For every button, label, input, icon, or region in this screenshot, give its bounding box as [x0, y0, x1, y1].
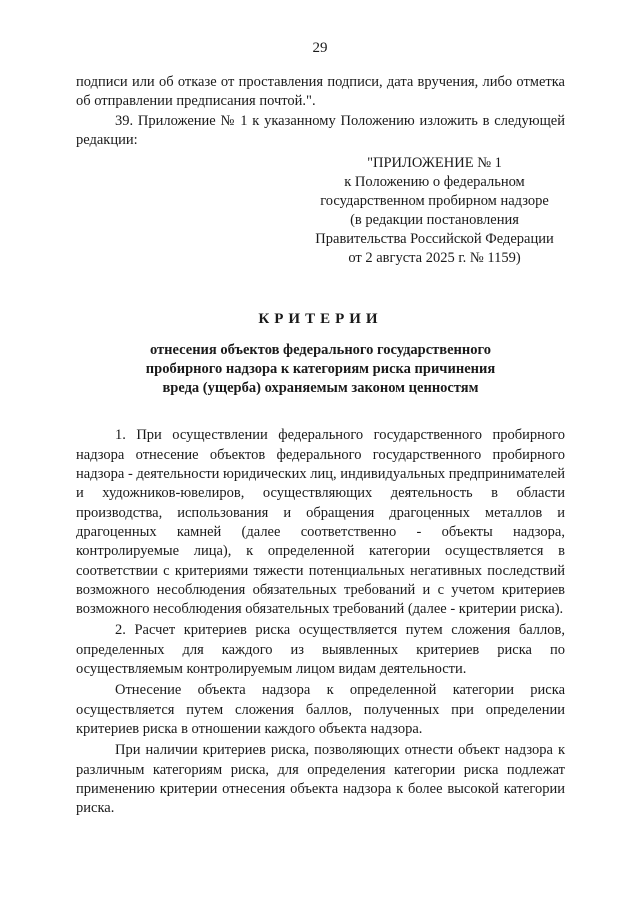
document-title: КРИТЕРИИ [258, 311, 383, 328]
intro-continuation: подписи или об отказе от проставления подписи, дата вручения, либо отметка об отправлении предписания почтой.". [76, 74, 565, 110]
subtitle-line: пробирного надзора к категориям риска причинения [145, 361, 496, 378]
appendix-header-line: Правительства Российской Федерации [315, 231, 554, 248]
appendix-header-line: от 2 августа 2025 г. № 1159) [348, 250, 521, 267]
appendix-header-line: "ПРИЛОЖЕНИЕ № 1 [367, 155, 502, 172]
appendix-header-line: (в редакции постановления [350, 212, 519, 229]
paragraph-3: Отнесение объекта надзора к определенной категории риска осуществляется путем сложения баллов, полученных при определении критериев риска в отношении каждого объекта надзора. [76, 682, 565, 737]
page-content [76, 73, 565, 818]
page-number: 29 [312, 40, 328, 56]
subtitle-line: отнесения объектов федерального государственного [150, 342, 491, 359]
paragraph-2: 2. Расчет критериев риска осуществляется путем сложения баллов, определенных для каждого из выявленных критериев риска по осуществляемым контролируемым лицом видам деятельности. [76, 622, 565, 678]
paragraph-1: 1. При осуществлении федерального государственного пробирного надзора отнесение объектов федерального государственного пробирного надзора - деятельности юридических лиц, индивидуальных предпринимателей и художников-ювелиров, осуществляющих деятельность в области производства, использования и обращения драгоценных металлов и драгоценных камней (далее соответственно - объекты надзора, контролируемые лица), к определенной категории осуществляется в соответствии с критериями тяжести потенциальных негативных последствий возможного несоблюдения обязательных требований и с учетом критериев возможного несоблюдения обязательных требований (далее - критерии риска). [76, 427, 565, 618]
appendix-header-line: государственном пробирном надзоре [320, 193, 549, 210]
document-subtitle [76, 341, 565, 398]
appendix-header [304, 154, 565, 268]
paragraph-4: При наличии критериев риска, позволяющих отнести объект надзора к различным категориям риска, для определения категории риска подлежат применению критерии отнесения объекта надзора к более высокой категории риска. [76, 742, 565, 817]
body-text [76, 426, 565, 818]
item-39: 39. Приложение № 1 к указанному Положению изложить в следующей редакции: [76, 112, 565, 148]
appendix-header-line: к Положению о федеральном [344, 174, 525, 191]
subtitle-line: вреда (ущерба) охраняемым законом ценностям [162, 380, 479, 397]
